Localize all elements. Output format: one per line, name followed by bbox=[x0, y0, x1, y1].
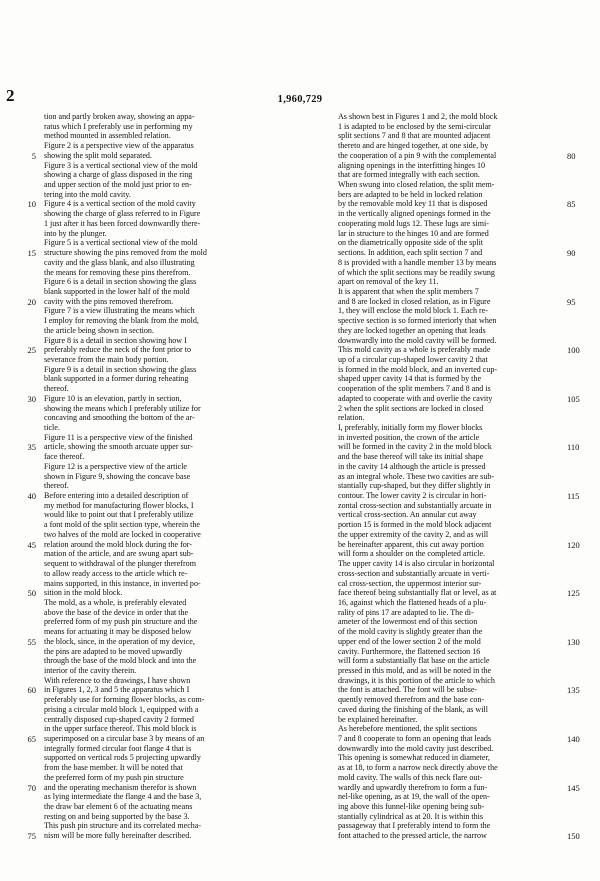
text-line: resting on and being supported by the base 3. bbox=[44, 811, 190, 821]
text-line: pressed in this mold, and as will be noted in the bbox=[338, 665, 492, 675]
text-line: showing the charge of glass referred to in Figure bbox=[44, 209, 201, 219]
text-line: relation. bbox=[338, 413, 365, 423]
text-line: severance from the main body portion. bbox=[44, 354, 169, 364]
line-number: 150 bbox=[567, 831, 580, 842]
text-line: and the operating mechanism therefor is shown bbox=[44, 782, 197, 792]
line-number: 35 bbox=[27, 442, 36, 453]
text-line: tering into the mold cavity. bbox=[44, 189, 131, 199]
line-number: 5 bbox=[31, 150, 36, 161]
text-line: and the base thereof will take its initial shape bbox=[338, 452, 484, 462]
line-number: 100 bbox=[567, 345, 580, 356]
text-line: The mold, as a whole, is preferably elevated bbox=[44, 597, 187, 607]
text-line: as at 18, to form a narrow neck directly above the bbox=[338, 763, 498, 773]
text-line: showing the means which I preferably utilize for bbox=[44, 403, 201, 413]
line-number: 135 bbox=[567, 685, 580, 696]
text-line: method mounted in assembled relation. bbox=[44, 131, 171, 141]
text-line: shaped upper cavity 14 that is formed by the bbox=[338, 374, 482, 384]
line-number: 80 bbox=[567, 150, 576, 161]
text-line: the pins are adapted to be moved upwardly bbox=[44, 646, 183, 656]
text-line: This opening is somewhat reduced in diameter, bbox=[338, 753, 490, 763]
text-line: cavity and the glass blank, and also illustrating bbox=[44, 257, 195, 267]
text-line: spective section is so formed interiorly that when bbox=[338, 316, 497, 326]
text-line: as lying intermediate the flange 4 and the base 3, bbox=[44, 792, 202, 802]
text-line: integrally formed circular foot flange 4 that is bbox=[44, 743, 192, 753]
text-line: passageway that I preferably intend to form the bbox=[338, 821, 491, 831]
text-line: cooperation of the split members 7 and 8 and is bbox=[338, 384, 491, 394]
line-number: 45 bbox=[27, 539, 36, 550]
line-number: 120 bbox=[567, 539, 580, 550]
line-number: 85 bbox=[567, 199, 576, 210]
text-line: cavity with the pins removed therefrom. bbox=[44, 296, 174, 306]
text-line: a font mold of the split section type, wherein the bbox=[44, 520, 200, 530]
text-line: of the mold cavity is slightly greater than the bbox=[338, 627, 483, 637]
text-line: thereto and are hinged together, at one side, by bbox=[338, 141, 489, 151]
text-line: on the diametrically opposite side of the split bbox=[338, 238, 484, 248]
text-line: thereof. bbox=[44, 481, 69, 491]
text-line: would like to point out that I preferably utilize bbox=[44, 510, 194, 520]
line-number: 145 bbox=[567, 782, 580, 793]
text-line: in the upper surface thereof. This mold block is bbox=[44, 724, 197, 734]
line-number: 125 bbox=[567, 588, 580, 599]
text-line: ameter of the lowermost end of this section bbox=[338, 617, 478, 627]
text-line: supported on vertical rods 5 projecting upwardly bbox=[44, 753, 201, 763]
text-line: thereof. bbox=[44, 384, 69, 394]
text-line: font attached to the pressed article, the narrow bbox=[338, 831, 487, 841]
text-line: mation of the article, and are swung apart sub- bbox=[44, 549, 194, 559]
text-line: Figure 7 is a view illustrating the means which bbox=[44, 306, 195, 316]
text-line: preferred form of my push pin structure and the bbox=[44, 617, 198, 627]
text-line: Figure 8 is a detail in section showing how I bbox=[44, 335, 187, 345]
text-line: Before entering into a detailed description of bbox=[44, 491, 189, 501]
text-line: wardly and upwardly therefrom to form a fun- bbox=[338, 782, 488, 792]
text-line: and upper section of the mold just prior to en- bbox=[44, 180, 192, 190]
text-line: two halves of the mold are locked in cooperative bbox=[44, 529, 201, 539]
text-line: in the vertically aligned openings formed in the bbox=[338, 209, 491, 219]
text-line: 2 when the split sections are locked in closed bbox=[338, 403, 484, 413]
text-line: my method for manufacturing flower blocks, I bbox=[44, 500, 194, 510]
text-line: they are locked together an opening that leads bbox=[338, 325, 486, 335]
text-line: above the base of the device in order that the bbox=[44, 607, 189, 617]
text-line: blank supported in a former during reheating bbox=[44, 374, 189, 384]
line-number: 140 bbox=[567, 734, 580, 745]
text-line: zontal cross-section and substantially arcuate in bbox=[338, 500, 492, 510]
text-line: from the base member. It will be noted that bbox=[44, 763, 183, 773]
text-line: of which the split sections may be readily swung bbox=[338, 267, 495, 277]
text-line: 16, against which the flattened heads of a plu- bbox=[338, 597, 487, 607]
line-number: 10 bbox=[27, 199, 36, 210]
text-line: and 8 are locked in closed relation, as in Figure bbox=[338, 296, 491, 306]
left-text-column bbox=[44, 112, 264, 841]
page-number: 2 bbox=[6, 86, 15, 105]
right-text-column bbox=[338, 112, 558, 841]
text-line: the article being shown in section. bbox=[44, 325, 154, 335]
text-line: drawings, it is this portion of the article to which bbox=[338, 675, 495, 685]
text-line: the means for removing these pins therefrom. bbox=[44, 267, 191, 277]
text-line: blank supported in the lower half of the mold bbox=[44, 286, 190, 296]
text-line: 1, they will enclose the mold block 1. Each re- bbox=[338, 306, 488, 316]
text-line: the font is attached. The font will be subse- bbox=[338, 685, 478, 695]
text-line: Figure 12 is a perspective view of the article bbox=[44, 461, 188, 471]
text-line: face thereof. bbox=[44, 452, 85, 462]
line-number: 110 bbox=[567, 442, 580, 453]
text-line: that are formed integrally with each section. bbox=[338, 170, 480, 180]
patent-number: 1,960,729 bbox=[277, 94, 323, 105]
line-number: 105 bbox=[567, 393, 580, 404]
text-line: Figure 5 is a vertical sectional view of the mold bbox=[44, 238, 198, 248]
text-line: The upper cavity 14 is also circular in horizontal bbox=[338, 559, 495, 569]
text-line: structure showing the pins removed from the mold bbox=[44, 248, 207, 258]
text-line: centrally disposed cup-shaped cavity 2 formed bbox=[44, 714, 194, 724]
text-line: nel-like opening, as at 19, the wall of the open- bbox=[338, 792, 490, 802]
text-line: up of a circular cup-shaped lower cavity 2 that bbox=[338, 354, 488, 364]
line-number: 25 bbox=[27, 345, 36, 356]
text-line: article, showing the smooth arcuate upper sur- bbox=[44, 442, 193, 452]
text-line: the preferred form of my push pin structure bbox=[44, 772, 184, 782]
text-line: preferably use for forming flower blocks, as com- bbox=[44, 695, 205, 705]
text-line: through the base of the mold block and into the bbox=[44, 656, 197, 666]
line-number: 65 bbox=[27, 734, 36, 745]
text-line: downwardly into the mold cavity will be formed. bbox=[338, 335, 497, 345]
line-number: 60 bbox=[27, 685, 36, 696]
line-number: 90 bbox=[567, 248, 576, 259]
text-line: 1 is adapted to be enclosed by the semi-circular bbox=[338, 121, 491, 131]
text-line: into by the plunger. bbox=[44, 228, 107, 238]
text-line: downwardly into the mold cavity just described. bbox=[338, 743, 494, 753]
text-line: means for actuating it may be disposed below bbox=[44, 627, 192, 637]
text-line: shown in Figure 9, showing the concave base bbox=[44, 471, 191, 481]
text-line: sequent to withdrawal of the plunger therefrom bbox=[44, 559, 196, 569]
text-line: upper end of the lower section 2 of the mold bbox=[338, 636, 481, 646]
text-line: caved during the finishing of the blank, as will bbox=[338, 704, 488, 714]
text-line: sections. In addition, each split section 7 and bbox=[338, 248, 483, 258]
text-line: cooperating mold lugs 12. These lugs are simi- bbox=[338, 218, 489, 228]
text-line: in Figures 1, 2, 3 and 5 the apparatus which I bbox=[44, 685, 190, 695]
text-line: Figure 6 is a detail in section showing the glass bbox=[44, 277, 197, 287]
text-line: to allow ready access to the article which re- bbox=[44, 568, 188, 578]
text-line: quently removed therefrom and the base con- bbox=[338, 695, 485, 705]
text-line: prising a circular mold block 1, equipped with a bbox=[44, 704, 199, 714]
text-line: ticle. bbox=[44, 423, 60, 432]
text-line: face thereof being substantially flat or level, as at bbox=[338, 588, 497, 598]
text-line: by the removable mold key 11 that is disposed bbox=[338, 199, 488, 209]
text-line: Figure 3 is a vertical sectional view of the mold bbox=[44, 160, 198, 170]
text-line: portion 15 is formed in the mold block adjacent bbox=[338, 520, 492, 530]
line-number: 75 bbox=[27, 831, 36, 842]
text-line: in inverted position, the crown of the article bbox=[338, 432, 480, 442]
text-line: sition in the mold block. bbox=[44, 588, 123, 598]
text-line: will form a shoulder on the completed article. bbox=[338, 549, 486, 559]
line-number: 55 bbox=[27, 636, 36, 647]
text-line: stantially cylindrical as at 20. It is within this bbox=[338, 811, 484, 821]
text-line: split sections 7 and 8 that are mounted adjacent bbox=[338, 131, 491, 141]
line-number: 95 bbox=[567, 296, 576, 307]
text-line: 7 and 8 cooperate to form an opening that leads bbox=[338, 734, 492, 743]
text-line: With reference to the drawings, I have shown bbox=[44, 675, 191, 685]
text-line: concaving and smoothing the bottom of the ar- bbox=[44, 413, 195, 423]
text-line: be hereinafter apparent, this cut away portion bbox=[338, 539, 484, 549]
text-line: mains supported, in this instance, in inverted po- bbox=[44, 578, 201, 588]
line-number: 30 bbox=[27, 393, 36, 404]
text-line: the block, since, in the operation of my device, bbox=[44, 636, 195, 646]
text-line: Figure 11 is a perspective view of the finished bbox=[44, 432, 193, 442]
text-line: 1 just after it has been forced downwardly there- bbox=[44, 218, 201, 228]
text-line: the draw bar element 6 of the actuating means bbox=[44, 802, 193, 812]
text-line: Figure 4 is a vertical section of the mold cavity bbox=[44, 199, 196, 209]
text-line: I employ for removing the blank from the mold, bbox=[44, 316, 199, 326]
text-line: vertical cross-section. An annular cut away bbox=[338, 510, 477, 520]
text-line: preferably reduce the neck of the font prior to bbox=[44, 345, 192, 355]
text-line: ing above this funnel-like opening being sub- bbox=[338, 802, 485, 812]
line-number: 20 bbox=[27, 296, 36, 307]
text-line: aligning openings in the interfitting hinges 10 bbox=[338, 160, 486, 170]
text-line: cross-section and substantially arcuate in verti- bbox=[338, 568, 490, 578]
text-line: I, preferably, initially form my flower blocks bbox=[338, 423, 483, 432]
text-line: cal cross-section, the uppermost interior sur- bbox=[338, 578, 482, 588]
text-line: contour. The lower cavity 2 is circular in hori- bbox=[338, 491, 487, 501]
text-line: This push pin structure and its correlated mecha- bbox=[44, 821, 202, 831]
text-line: interior of the cavity therein. bbox=[44, 665, 137, 675]
line-number: 115 bbox=[567, 491, 580, 502]
text-line: bers are adapted to be held in locked relation bbox=[338, 189, 483, 199]
text-line: showing the split mold separated. bbox=[44, 150, 152, 160]
line-number: 130 bbox=[567, 636, 580, 647]
text-line: stantially cup-shaped, but they differ slightly in bbox=[338, 481, 491, 491]
text-line: 8 is provided with a handle member 13 by means bbox=[338, 257, 497, 267]
text-line: mold cavity. The walls of this neck flare out- bbox=[338, 772, 483, 782]
line-number: 70 bbox=[27, 782, 36, 793]
text-line: the upper extremity of the cavity 2, and as will bbox=[338, 529, 489, 539]
text-line: Figure 9 is a detail in section showing the glass bbox=[44, 364, 197, 374]
line-number: 40 bbox=[27, 491, 36, 502]
text-line: rality of pins 17 are adapted to lie. The di- bbox=[338, 607, 474, 617]
text-line: be explained hereinafter. bbox=[338, 714, 418, 724]
text-line: superimposed on a circular base 3 by means of an bbox=[44, 734, 205, 743]
text-line: apart on removal of the key 11. bbox=[338, 277, 439, 287]
text-line: in the cavity 14 although the article is pressed bbox=[338, 461, 486, 471]
text-line: This mold cavity as a whole is preferably made bbox=[338, 345, 491, 355]
text-line: the cooperation of a pin 9 with the complemental bbox=[338, 150, 497, 160]
text-line: lar in structure to the hinges 10 and are formed bbox=[338, 228, 489, 238]
line-number: 15 bbox=[27, 248, 36, 259]
text-line: adapted to cooperate with and overlie the cavity bbox=[338, 393, 493, 403]
text-line: is formed in the mold block, and an inverted cup- bbox=[338, 364, 498, 374]
text-line: will form a substantially flat base on the article bbox=[338, 656, 490, 666]
text-line: Figure 10 is an elevation, partly in section, bbox=[44, 393, 182, 403]
text-line: Figure 2 is a perspective view of the apparatus bbox=[44, 141, 194, 151]
text-line: as an integral whole. These two cavities are sub- bbox=[338, 471, 495, 481]
text-line: nism will be more fully hereinafter described. bbox=[44, 831, 192, 841]
text-line: As shown best in Figures 1 and 2, the mold block bbox=[338, 112, 498, 121]
text-line: showing a charge of glass disposed in the ring bbox=[44, 170, 193, 180]
text-line: will be formed in the cavity 2 in the mold block bbox=[338, 442, 492, 452]
text-line: It is apparent that when the split members 7 bbox=[338, 286, 479, 296]
text-line: relation around the mold block during the for- bbox=[44, 539, 192, 549]
line-number: 50 bbox=[27, 588, 36, 599]
text-line: cavity. Furthermore, the flattened section 16 bbox=[338, 646, 481, 656]
text-line: When swung into closed relation, the split mem- bbox=[338, 180, 495, 190]
text-line: tion and partly broken away, showing an appa- bbox=[44, 112, 195, 121]
text-line: ratus which I preferably use in performing my bbox=[44, 121, 193, 131]
text-line: As herebefore mentioned, the split sections bbox=[338, 724, 477, 734]
